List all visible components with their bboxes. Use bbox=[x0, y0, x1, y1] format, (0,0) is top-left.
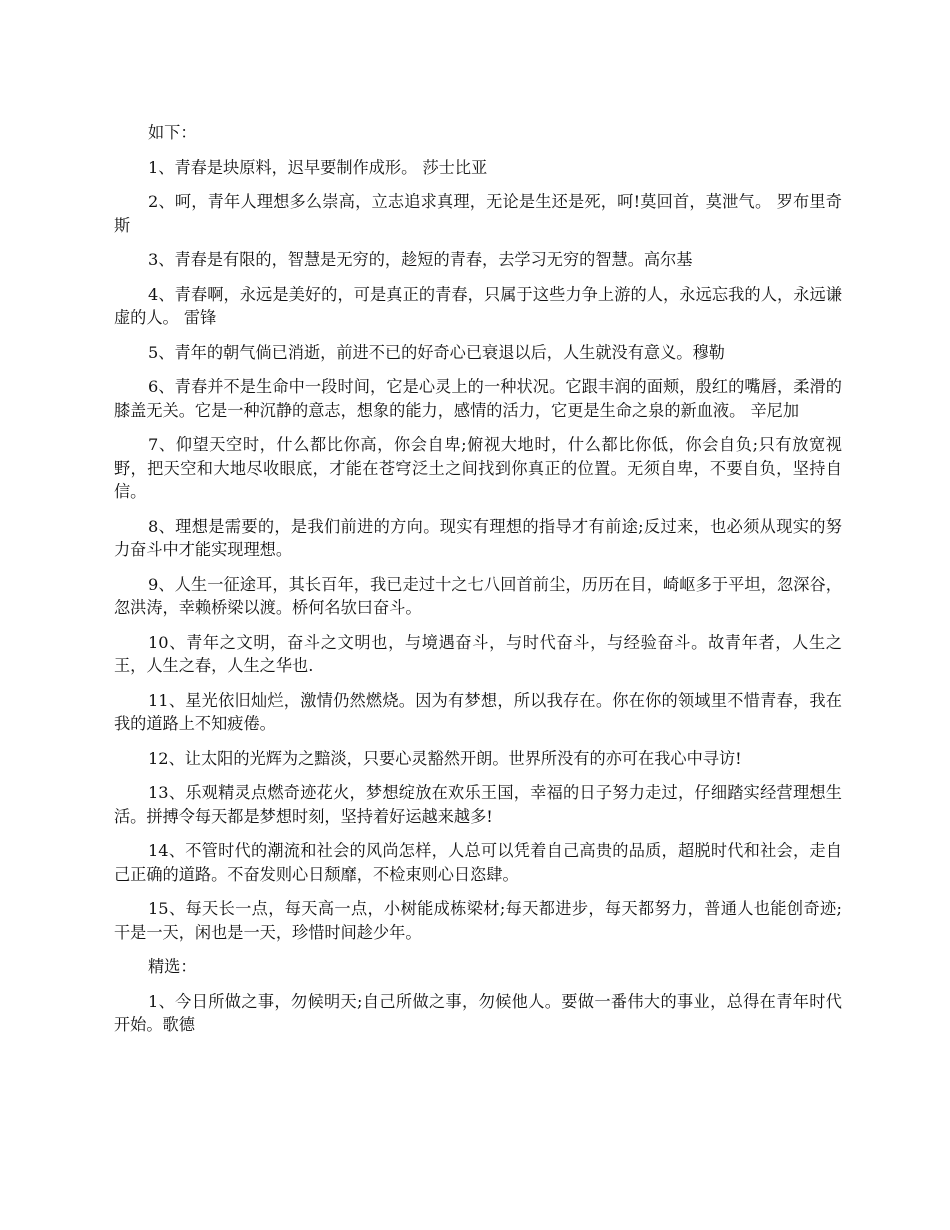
paragraph-intro: 如下： bbox=[148, 123, 197, 142]
quote-paragraph: 8、理想是需要的，是我们前进的方向。现实有理想的指导才有前途;反过来，也必须从现实的努力奋斗中才能实现理想。 bbox=[114, 516, 842, 559]
section-heading: 精选： bbox=[148, 957, 197, 976]
quote-paragraph: 3、青春是有限的，智慧是无穷的，趁短的青春，去学习无穷的智慧。高尔基 bbox=[148, 250, 693, 269]
quote-paragraph: 2、呵，青年人理想多么崇高，立志追求真理，无论是生还是死，呵!莫回首，莫泄气。 罗布里奇斯 bbox=[114, 192, 842, 235]
quote-paragraph: 1、今日所做之事，勿候明天;自己所做之事，勿候他人。要做一番伟大的事业，总得在青年时代开始。歌德 bbox=[114, 991, 842, 1034]
quote-paragraph: 6、青春并不是生命中一段时间，它是心灵上的一种状况。它跟丰润的面颊，殷红的嘴唇，柔滑的膝盖无关。它是一种沉静的意志，想象的能力，感情的活力，它更是生命之泉的新血液。 辛尼加 bbox=[114, 377, 842, 420]
quote-paragraph: 10、青年之文明，奋斗之文明也，与境遇奋斗，与时代奋斗，与经验奋斗。故青年者，人生之王，人生之春，人生之华也. bbox=[114, 632, 842, 675]
quote-paragraph: 11、星光依旧灿烂，激情仍然燃烧。因为有梦想，所以我存在。你在你的领域里不惜青春，我在我的道路上不知疲倦。 bbox=[114, 690, 842, 733]
quote-paragraph: 4、青春啊，永远是美好的，可是真正的青春，只属于这些力争上游的人，永远忘我的人，永远谦虚的人。 雷锋 bbox=[114, 284, 842, 327]
quote-paragraph: 1、青春是块原料，迟早要制作成形。 莎士比亚 bbox=[148, 157, 488, 177]
quote-paragraph: 5、青年的朝气倘已消逝，前进不已的好奇心已衰退以后，人生就没有意义。穆勒 bbox=[148, 342, 725, 362]
quote-paragraph: 13、乐观精灵点燃奇迹花火，梦想绽放在欢乐王国，幸福的日子努力走过，仔细踏实经营理想生活。拼搏令每天都是梦想时刻，坚持着好运越来越多! bbox=[114, 783, 842, 826]
quote-paragraph: 12、让太阳的光辉为之黯淡，只要心灵豁然开朗。世界所没有的亦可在我心中寻访! bbox=[148, 748, 742, 768]
quote-paragraph: 15、每天长一点，每天高一点，小树能成栋梁材;每天都进步，每天都努力，普通人也能创奇迹;干是一天，闲也是一天，珍惜时间趁少年。 bbox=[114, 899, 842, 942]
quote-paragraph: 9、人生一征途耳，其长百年，我已走过十之七八回首前尘，历历在目，崎岖多于平坦，忽深谷，忽洪涛，幸赖桥梁以渡。桥何名欤曰奋斗。 bbox=[114, 574, 842, 617]
quote-paragraph: 7、仰望天空时，什么都比你高，你会自卑;俯视大地时，什么都比你低，你会自负;只有放宽视野，把天空和大地尽收眼底，才能在苍穹泛土之间找到你真正的位置。无须自卑，不要自负，坚持自信。 bbox=[114, 435, 842, 501]
document-body bbox=[114, 121, 842, 1048]
quote-paragraph: 14、不管时代的潮流和社会的风尚怎样，人总可以凭着自己高贵的品质，超脱时代和社会，走自己正确的道路。不奋发则心日颓靡，不检束则心日恣肆。 bbox=[114, 841, 842, 884]
